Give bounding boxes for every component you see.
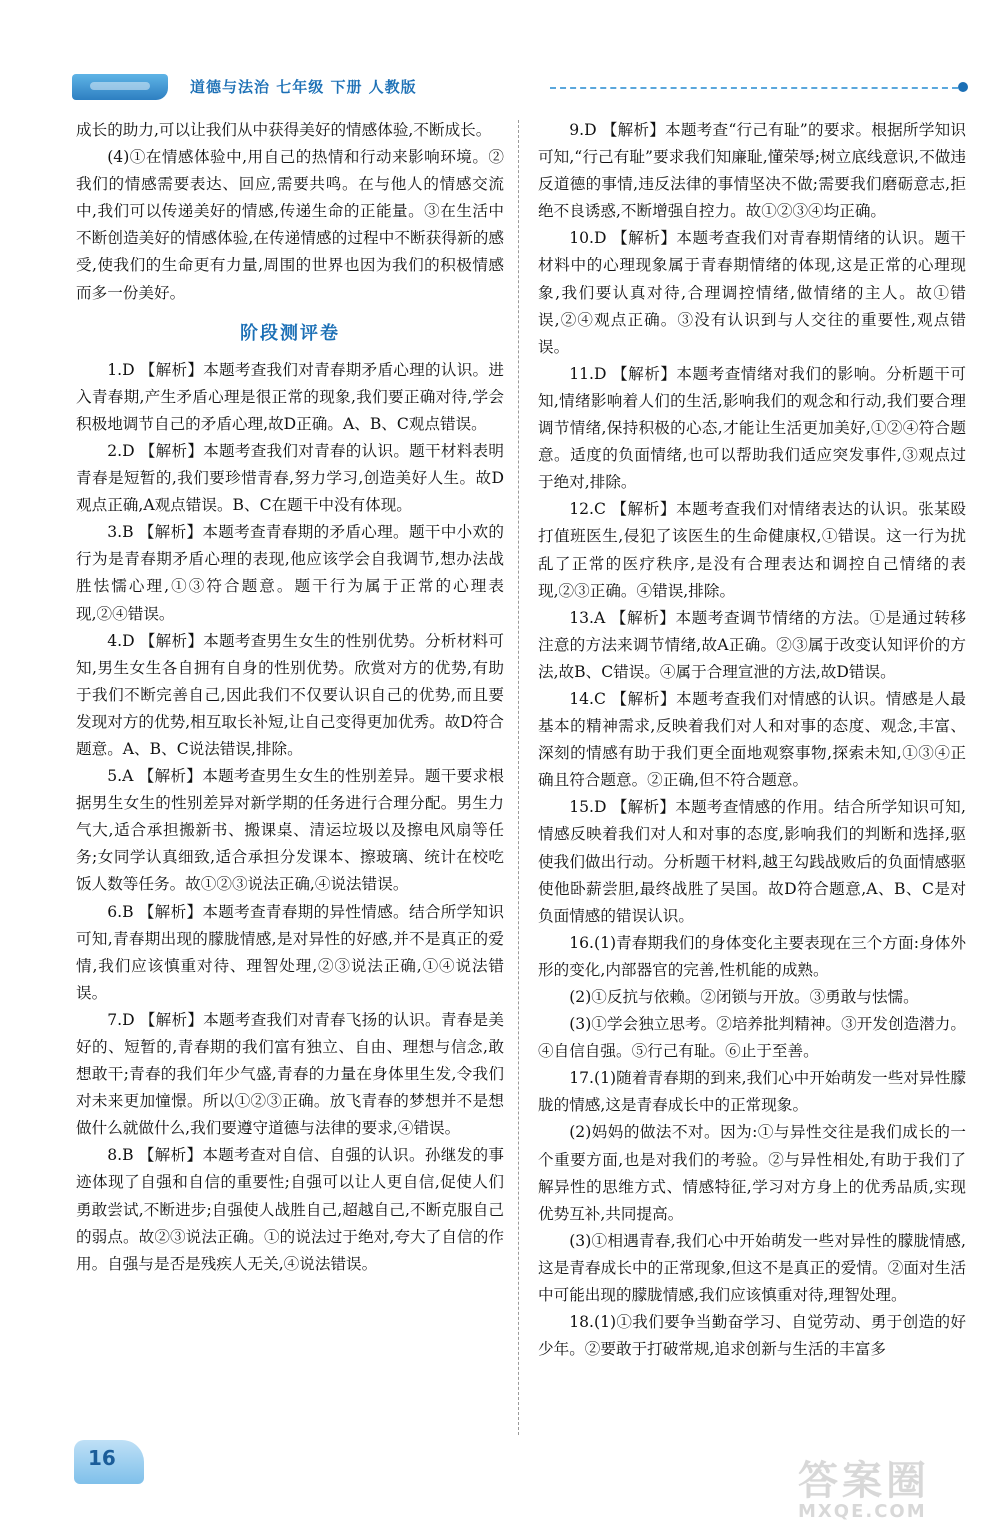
paragraph: 4.D 【解析】本题考查男生女生的性别优势。分析材料可知,男生女生各自拥有自身的性别优势。欣赏对方的优势,有助于我们不断完善自己,因此我们不仅要认识自己的优势,而且要发现对方的优势,相互取长补短,让自己变得更加优秀。故D符合题意。A、B、C说法错误,排除。	[76, 631, 504, 758]
header-dashed-rule	[550, 87, 958, 89]
paragraph: (3)①相遇青春,我们心中开始萌发一些对异性的朦胧情感,这是青春成长中的正常现象,但这不是真正的爱情。②面对生活中可能出现的朦胧情感,我们应该慎重对待,理智处理。	[538, 1231, 966, 1305]
paragraph: (3)①学会独立思考。②培养批判精神。③开发创造潜力。④自信自强。⑤行己有耻。⑥止于至善。	[538, 1015, 966, 1061]
header-tab-decoration	[72, 74, 168, 100]
paragraph: 12.C 【解析】本题考查我们对情绪表达的认识。张某殴打值班医生,侵犯了该医生的生命健康权,①错误。这一行为扰乱了正常的医疗秩序,是没有合理表达和调控自己情绪的表现,②③正确。④错误,排除。	[538, 500, 966, 600]
paragraph: 成长的助力,可以让我们从中获得美好的情感体验,不断成长。	[76, 121, 492, 139]
watermark-logo: 答案圈 MXQE.COM	[798, 1458, 930, 1522]
paragraph: 3.B 【解析】本题考查青春期的矛盾心理。题干中小欢的行为是青春期矛盾心理的表现,他应该学会自我调节,想办法战胜怯懦心理,①③符合题意。题干行为属于正常的心理表现,②④错误。	[76, 523, 504, 623]
paragraph: 17.(1)随着青春期的到来,我们心中开始萌发一些对异性朦胧的情感,这是青春成长中的正常现象。	[538, 1069, 966, 1115]
paragraph: (4)①在情感体验中,用自己的热情和行动来影响环境。②我们的情感需要表达、回应,需要共鸣。在与他人的情感交流中,我们可以传递美好的情感,传递生命的正能量。③在生活中不断创造美好的情感体验,在传递情感的过程中不断获得新的感受,使我们的生命更有力量,周围的世界也因为我们的积极情感而多一份美好。	[76, 148, 504, 302]
paragraph: (2)①反抗与依赖。②闭锁与开放。③勇敢与怯懦。	[569, 988, 919, 1006]
left-before-section	[76, 117, 504, 307]
right-column	[538, 117, 966, 1363]
paragraph: 15.D 【解析】本题考查情感的作用。结合所学知识可知,情感反映着我们对人和对事的态度,影响我们的判断和选择,驱使我们做出行动。分析题干材料,越王勾践战败后的负面情感驱使他卧薪尝胆,最终战胜了吴国。故D符合题意,A、B、C是对负面情感的错误认识。	[538, 798, 966, 925]
page-header	[72, 72, 972, 108]
paragraph: 8.B 【解析】本题考查对自信、自强的认识。孙继发的事迹体现了自强和自信的重要性;自强可以让人更自信,促使人们勇敢尝试,不断进步;自强使人战胜自己,超越自己,不断克服自己的弱点。故②③说法正确。①的说法过于绝对,夸大了自信的作用。自强与是否是残疾人无关,④说法错误。	[76, 1146, 504, 1273]
paragraph: (2)妈妈的做法不对。因为:①与异性交往是我们成长的一个重要方面,也是对我们的考验。②与异性相处,有助于我们了解异性的思维方式、情感特征,学习对方身上的优秀品质,实现优势互补,共同提高。	[538, 1123, 966, 1223]
right-paragraphs	[538, 117, 966, 1363]
paragraph: 9.D 【解析】本题考查“行己有耻”的要求。根据所学知识可知,“行己有耻”要求我们知廉耻,懂荣辱;树立底线意识,不做违反道德的事情,违反法律的事情坚决不做;需要我们磨砺意志,拒绝不良诱惑,不断增强自控力。故①②③④均正确。	[538, 121, 966, 221]
paragraph: 18.(1)①我们要争当勤奋学习、自觉劳动、勇于创造的好少年。②要敢于打破常规,追求创新与生活的丰富多	[538, 1313, 966, 1359]
paragraph: 14.C 【解析】本题考查我们对情感的认识。情感是人最基本的精神需求,反映着我们对人和对事的态度、观念,丰富、深刻的情感有助于我们更全面地观察事物,探索未知,①③④正确且符合题意。②正确,但不符合题意。	[538, 689, 966, 790]
header-title: 道德与法治 七年级 下册 人教版	[190, 78, 417, 96]
page-number-badge	[74, 1440, 144, 1484]
paragraph: 13.A 【解析】本题考查调节情绪的方法。①是通过转移注意的方法来调节情绪,故A正确。②③属于改变认知评价的方法,故B、C错误。④属于合理宣泄的方法,故D错误。	[538, 608, 966, 681]
section-title: 阶段测评卷	[240, 322, 340, 344]
column-divider	[518, 120, 519, 1435]
left-after-section	[76, 357, 504, 1278]
paragraph: 7.D 【解析】本题考查我们对青春飞扬的认识。青春是美好的、短暂的,青春期的我们富有独立、自由、理想与信念,敢想敢干;青春的我们年少气盛,青春的力量在身体里生发,令我们对未来更加憧憬。所以①②③正确。放飞青春的梦想并不是想做什么就做什么,我们要遵守道德与法律的要求,④错误。	[76, 1010, 504, 1138]
paragraph: 10.D 【解析】本题考查我们对青春期情绪的认识。题干材料中的心理现象属于青春期情绪的体现,这是正常的心理现象,我们要认真对待,合理调控情绪,做情绪的主人。故①错误,②④观点正确。③没有认识到与人交往的重要性,观点错误。	[538, 229, 966, 356]
paragraph: 6.B 【解析】本题考查青春期的异性情感。结合所学知识可知,青春期出现的朦胧情感,是对异性的好感,并不是真正的爱情,我们应该慎重对待、理智处理,②③说法正确,①④说法错误。	[76, 902, 504, 1002]
paragraph: 11.D 【解析】本题考查情绪对我们的影响。分析题干可知,情绪影响着人们的生活,影响我们的观念和行动,我们要合理调节情绪,保持积极的心态,才能让生活更加美好,①②④符合题意。适度的负面情绪,也可以帮助我们适应突发事件,③观点过于绝对,排除。	[538, 364, 966, 492]
header-dot	[958, 82, 968, 92]
paragraph: 16.(1)青春期我们的身体变化主要表现在三个方面:身体外形的变化,内部器官的完善,性机能的成熟。	[538, 933, 966, 979]
page-number: 16	[88, 1446, 116, 1470]
paragraph: 1.D 【解析】本题考查我们对青春期矛盾心理的认识。进入青春期,产生矛盾心理是很正常的现象,我们要正确对待,学会积极地调节自己的矛盾心理,故D正确。A、B、C观点错误。	[76, 360, 504, 433]
left-column	[76, 117, 504, 1278]
paragraph: 2.D 【解析】本题考查我们对青春的认识。题干材料表明青春是短暂的,我们要珍惜青春,努力学习,创造美好人生。故D观点正确,A观点错误。B、C在题干中没有体现。	[76, 441, 504, 515]
paragraph: 5.A 【解析】本题考查男生女生的性别差异。题干要求根据男生女生的性别差异对新学期的任务进行合理分配。男生力气大,适合承担搬新书、搬课桌、清运垃圾以及擦电风扇等任务;女同学认真细致,适合承担分发课本、擦玻璃、统计在校吃饭人数等任务。故①②③说法正确,④说法错误。	[76, 767, 504, 894]
